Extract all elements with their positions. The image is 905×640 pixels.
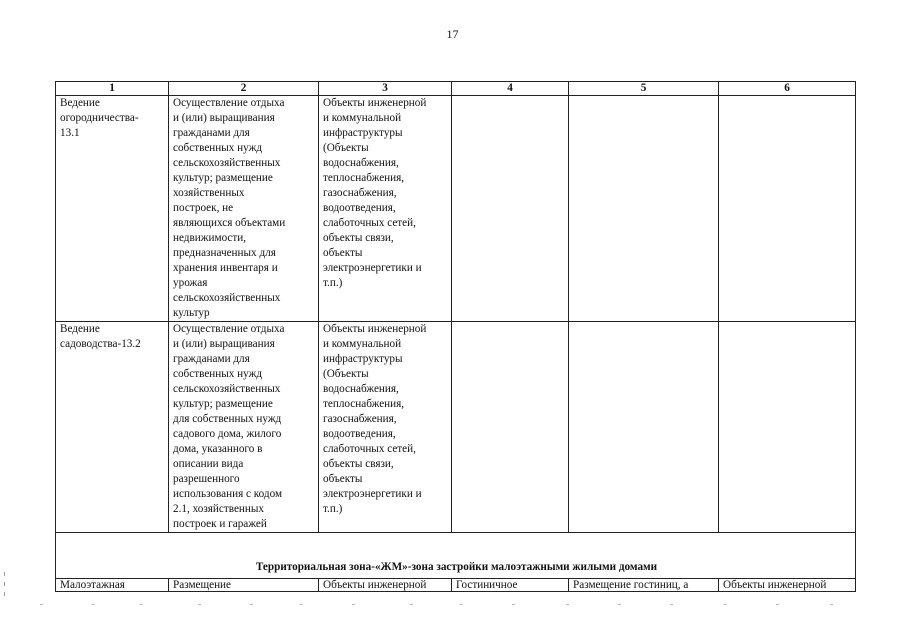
zone-heading: Территориальная зона-«ЖМ»-зона застройки малоэтажными жилыми домами (56, 533, 856, 579)
use-type-cell: Ведение огородничества- 13.1 (56, 96, 169, 322)
column-6-cell (719, 96, 856, 322)
page-number: 17 (446, 27, 459, 41)
scan-dust-marks (0, 604, 905, 610)
column-4-cell: Гостиничное (452, 579, 569, 592)
column-5-cell: Размещение гостиниц, а (569, 579, 719, 592)
zoning-table (55, 81, 856, 592)
auxiliary-objects-cell: Объекты инженерной и коммунальной инфраструктуры (Объекты водоснабжения, теплоснабжения, газоснабжения, водоотведения, слаботочных сетей, объекты связи, объекты электроэнергетики и т.п.) (319, 96, 452, 322)
use-description-cell: Размещение (169, 579, 319, 592)
scan-edge-mark (4, 592, 5, 596)
zone-heading-row (56, 533, 856, 579)
table-row (56, 96, 856, 322)
column-header-5: 5 (569, 82, 719, 96)
table-row (56, 322, 856, 533)
column-4-cell (452, 322, 569, 533)
column-6-cell: Объекты инженерной (719, 579, 856, 592)
use-type-cell: Малоэтажная (56, 579, 169, 592)
scan-edge-mark (4, 582, 5, 586)
table-row (56, 579, 856, 592)
auxiliary-objects-cell: Объекты инженерной и коммунальной инфраструктуры (Объекты водоснабжения, теплоснабжения, газоснабжения, водоотведения, слаботочных сетей, объекты связи, объекты электроэнергетики и т.п.) (319, 322, 452, 533)
column-header-3: 3 (319, 82, 452, 96)
column-6-cell (719, 322, 856, 533)
scan-edge-mark (4, 572, 5, 576)
use-description-cell: Осуществление отдыха и (или) выращивания гражданами для собственных нужд сельскохозяйственных культур; размещение для собственных нужд садового дома, жилого дома, указанного в описании вида разрешенного использования с кодом 2.1, хозяйственных построек и гаражей (169, 322, 319, 533)
header-row (56, 82, 856, 96)
column-4-cell (452, 96, 569, 322)
column-5-cell (569, 322, 719, 533)
auxiliary-objects-cell: Объекты инженерной (319, 579, 452, 592)
use-description-cell: Осуществление отдыха и (или) выращивания гражданами для собственных нужд сельскохозяйственных культур; размещение хозяйственных построек, не являющихся объектами недвижимости, предназначенных для хранения инвентаря и урожая сельскохозяйственных культур (169, 96, 319, 322)
use-type-cell: Ведение садоводства-13.2 (56, 322, 169, 533)
column-header-4: 4 (452, 82, 569, 96)
column-5-cell (569, 96, 719, 322)
column-header-1: 1 (56, 82, 169, 96)
column-header-6: 6 (719, 82, 856, 96)
column-header-2: 2 (169, 82, 319, 96)
